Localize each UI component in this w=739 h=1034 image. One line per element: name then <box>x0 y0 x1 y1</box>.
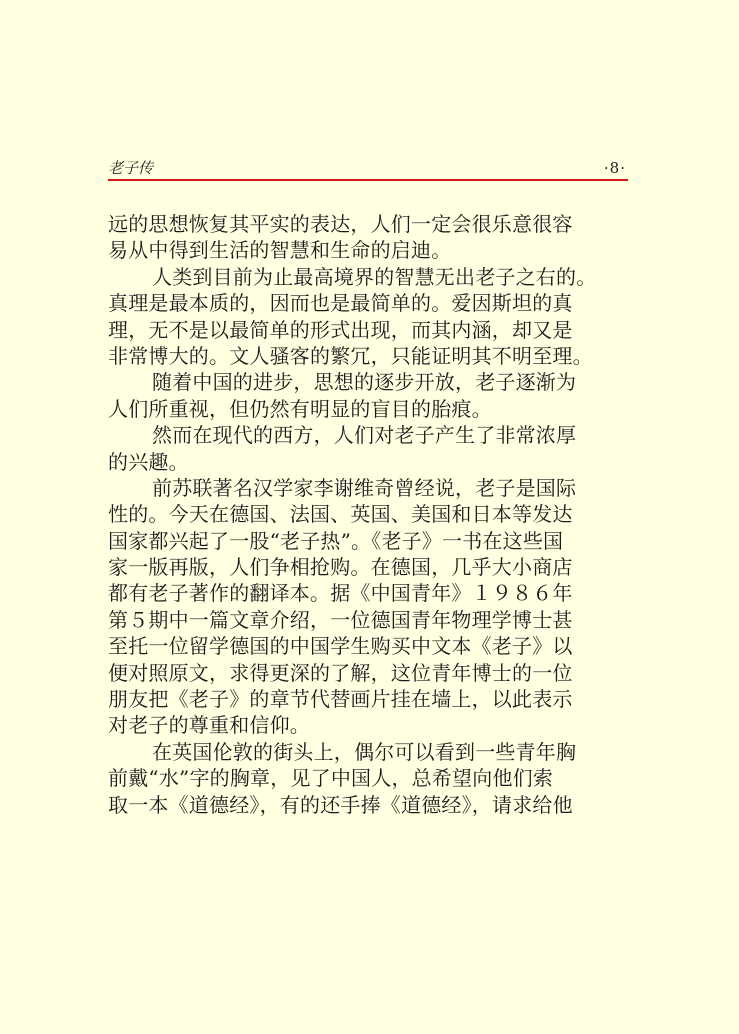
running-header-title: 老子传 <box>108 159 154 177</box>
text-line: 真理是最本质的，因而也是最简单的。爱因斯坦的真 <box>108 291 573 316</box>
text-line: 人类到目前为止最高境界的智慧无出老子之右的。 <box>152 264 597 289</box>
text-line: 易从中得到生活的智慧和生命的启迪。 <box>108 238 452 263</box>
text-line: 的兴趣。 <box>108 449 189 474</box>
text-line: 对老子的尊重和信仰。 <box>108 713 310 738</box>
text-line: 至托一位留学德国的中国学生购买中文本《老子》以 <box>108 634 573 659</box>
text-line: 取一本《道德经》，有的还手捧《道德经》，请求给他 <box>108 792 573 817</box>
header-rule <box>108 179 628 181</box>
text-line: 在英国伦敦的街头上，偶尔可以看到一些青年胸 <box>152 739 577 764</box>
text-line: 远的思想恢复其平实的表达，人们一定会很乐意很容 <box>108 212 573 236</box>
text-line: 朋友把《老子》的章节代替画片挂在墙上，以此表示 <box>108 687 573 712</box>
body-text <box>108 211 648 818</box>
page-number: ·8· <box>603 159 626 177</box>
text-line: 人们所重视，但仍然有明显的盲目的胎痕。 <box>108 396 492 421</box>
text-line: 家一版再版，人们争相抢购。在德国，几乎大小商店 <box>108 555 573 580</box>
text-line: 非常博大的。文人骚客的繁冗，只能证明其不明至理。 <box>108 343 593 368</box>
text-line: 性的。今天在德国、法国、英国、美国和日本等发达 <box>108 502 573 527</box>
text-line: 然而在现代的西方，人们对老子产生了非常浓厚 <box>152 423 577 448</box>
text-line: 便对照原文，求得更深的了解，这位青年博士的一位 <box>108 660 573 685</box>
text-line: 国家都兴起了一股“老子热”。《老子》一书在这些国 <box>108 528 564 553</box>
text-line: 前苏联著名汉学家李谢维奇曾经说，老子是国际 <box>152 475 577 500</box>
text-line: 理，无不是以最简单的形式出现，而其内涵，却又是 <box>108 317 573 342</box>
text-line: 第５期中一篇文章介绍，一位德国青年物理学博士甚 <box>108 607 573 632</box>
running-header <box>108 158 628 180</box>
text-line: 随着中国的进步，思想的逐步开放，老子逐渐为 <box>152 370 577 395</box>
text-line: 都有老子著作的翻译本。据《中国青年》１９８６年 <box>108 581 573 606</box>
text-line: 前戴“水”字的胸章，见了中国人，总希望向他们索 <box>108 766 554 791</box>
